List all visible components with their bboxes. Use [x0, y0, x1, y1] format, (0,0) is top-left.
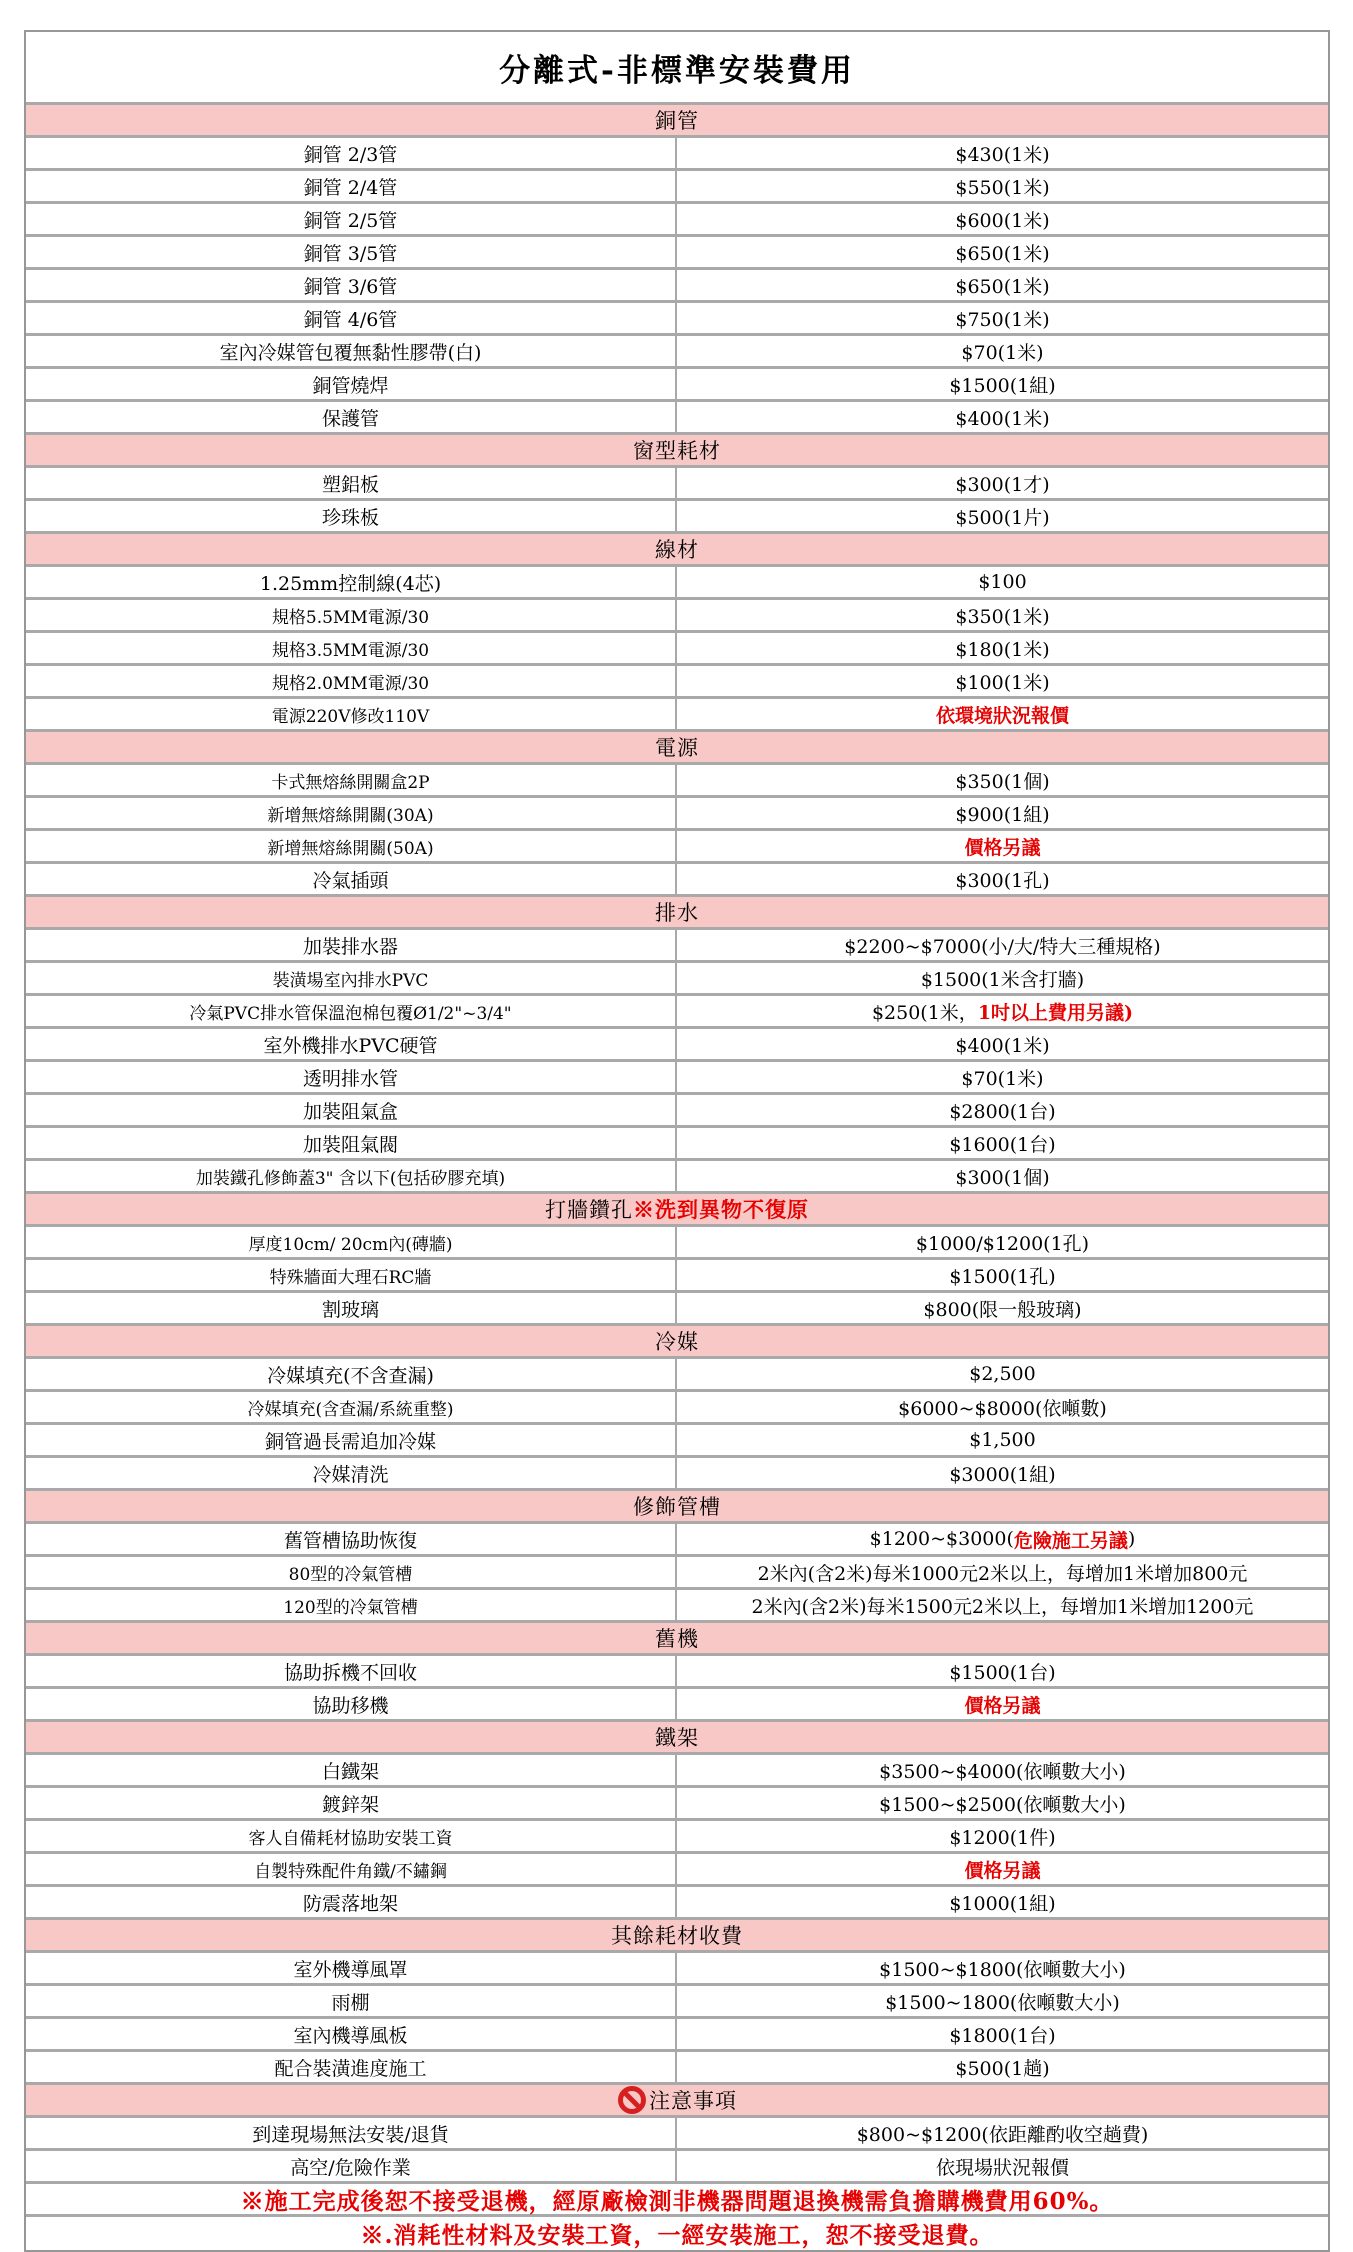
- price-cell: [677, 402, 1328, 432]
- table-row: [26, 930, 1328, 963]
- section-header: [26, 897, 1328, 930]
- text: 特殊牆面大理石RC牆: [269, 1267, 432, 1288]
- table-row: [26, 1986, 1328, 2019]
- text: 依現場狀況報價: [935, 2156, 1069, 2179]
- item-cell: [26, 1788, 677, 1818]
- text: 新增無熔絲開關(30A): [267, 805, 434, 826]
- text: 室外機導風罩: [293, 1958, 408, 1981]
- text: 銅管燒焊: [312, 374, 389, 397]
- text: 其餘耗材收費: [611, 1924, 743, 1948]
- section-header: [26, 1326, 1328, 1359]
- text: 加裝阻氣盒: [302, 1100, 398, 1123]
- text: $1200(1件): [949, 1826, 1056, 1849]
- table-row: [26, 963, 1328, 996]
- text: $70(1米): [961, 341, 1044, 364]
- table-row: [26, 1161, 1328, 1194]
- item-cell: [26, 1392, 677, 1422]
- text: $900(1組): [955, 803, 1050, 826]
- table-row: [26, 171, 1328, 204]
- table-row: [26, 336, 1328, 369]
- text: 透明排水管: [302, 1067, 398, 1090]
- text: $500(1趟): [955, 2057, 1050, 2080]
- item-cell: [26, 402, 677, 432]
- text: 厚度10cm/ 20cm內(磚牆): [248, 1234, 453, 1255]
- item-cell: [26, 1689, 677, 1719]
- text: $70(1米): [961, 1067, 1044, 1090]
- item-cell: [26, 2118, 677, 2148]
- table-row: [26, 468, 1328, 501]
- price-cell: [677, 600, 1328, 630]
- text: $600(1米): [955, 209, 1050, 232]
- text: 銅管 4/6管: [303, 308, 398, 331]
- price-cell: [677, 798, 1328, 828]
- text: 雨棚: [331, 1991, 370, 2014]
- table-row: [26, 1392, 1328, 1425]
- table-row: [26, 699, 1328, 732]
- text: 線材: [655, 538, 699, 562]
- price-cell: [677, 1986, 1328, 2016]
- price-cell: [677, 468, 1328, 498]
- table-row: [26, 402, 1328, 435]
- text: 割玻璃: [321, 1298, 379, 1321]
- section-header: [26, 105, 1328, 138]
- price-cell: [677, 237, 1328, 267]
- text: 銅管: [655, 109, 699, 133]
- text: 鐵架: [655, 1726, 699, 1750]
- item-cell: [26, 1557, 677, 1587]
- table-row: [26, 1854, 1328, 1887]
- text: $1500(1米含打牆): [920, 968, 1085, 991]
- section-header: [26, 1722, 1328, 1755]
- text: $400(1米): [955, 1034, 1050, 1057]
- price-cell: [677, 1557, 1328, 1587]
- page-title: 分離式-非標準安裝費用: [26, 32, 1328, 105]
- item-cell: [26, 1590, 677, 1620]
- text: 協助拆機不回收: [283, 1661, 417, 1684]
- text: 舊機: [655, 1627, 699, 1651]
- text: 規格2.0MM電源/30: [271, 673, 430, 694]
- text: 冷媒填充(含查漏/系統重整): [247, 1399, 454, 1420]
- table-row: [26, 1458, 1328, 1491]
- red-text: 危險施工另議: [1013, 1529, 1128, 1552]
- price-cell: [677, 1656, 1328, 1686]
- text: 電源220V修改110V: [271, 706, 430, 727]
- item-cell: [26, 765, 677, 795]
- table-row: [26, 2052, 1328, 2085]
- text: 銅管 2/5管: [303, 209, 398, 232]
- table-row: [26, 567, 1328, 600]
- red-text: 依環境狀況報價: [935, 704, 1069, 727]
- price-cell: [677, 1689, 1328, 1719]
- table-row: [26, 1293, 1328, 1326]
- section-header: [26, 1920, 1328, 1953]
- price-cell: [677, 336, 1328, 366]
- text: $800~$1200(依距離酌收空趟費): [856, 2123, 1149, 2146]
- text: $300(1個): [955, 1166, 1050, 1189]
- item-cell: [26, 171, 677, 201]
- text: $300(1才): [955, 473, 1050, 496]
- text: 室內冷媒管包覆無黏性膠帶(白): [219, 341, 482, 364]
- text: 1.25mm控制線(4芯): [259, 572, 442, 595]
- text: $300(1孔): [955, 869, 1050, 892]
- text: $350(1個): [955, 770, 1050, 793]
- item-cell: [26, 2151, 677, 2181]
- item-cell: [26, 1755, 677, 1785]
- red-text: ※.消耗性材料及安裝工資，一經安裝施工，恕不接受退費。: [360, 2222, 994, 2249]
- text: $1800(1台): [949, 2024, 1056, 2047]
- price-cell: [677, 1359, 1328, 1389]
- price-cell: [677, 1887, 1328, 1917]
- table-row: [26, 1887, 1328, 1920]
- table-row: [26, 1425, 1328, 1458]
- table-row: [26, 1260, 1328, 1293]
- section-header: [26, 435, 1328, 468]
- text: 銅管 3/6管: [303, 275, 398, 298]
- text: 窗型耗材: [633, 439, 721, 463]
- item-cell: [26, 336, 677, 366]
- price-cell: [677, 930, 1328, 960]
- text: 排水: [655, 901, 699, 925]
- item-cell: [26, 1458, 677, 1488]
- text: $3000(1組): [949, 1463, 1056, 1486]
- item-cell: [26, 633, 677, 663]
- table-row: [26, 1227, 1328, 1260]
- text: $1000/$1200(1孔): [915, 1232, 1090, 1255]
- item-cell: [26, 831, 677, 861]
- text: $2800(1台): [949, 1100, 1056, 1123]
- table-row: [26, 1821, 1328, 1854]
- text: 銅管過長需追加冷媒: [264, 1430, 436, 1453]
- item-cell: [26, 1656, 677, 1686]
- price-cell: [677, 171, 1328, 201]
- price-cell: [677, 1293, 1328, 1323]
- table-row: [26, 864, 1328, 897]
- price-cell: [677, 1260, 1328, 1290]
- text: $1200~$3000(: [869, 1528, 1014, 1550]
- item-cell: [26, 1953, 677, 1983]
- price-cell: [677, 369, 1328, 399]
- text: 配合裝潢進度施工: [274, 2057, 427, 2080]
- text: 珍珠板: [321, 506, 379, 529]
- table-row: [26, 798, 1328, 831]
- table-row: [26, 765, 1328, 798]
- price-cell: [677, 2019, 1328, 2049]
- table-row: [26, 303, 1328, 336]
- text: 2米內(含2米)每米1000元2米以上，每增加1米增加800元: [757, 1562, 1248, 1585]
- item-cell: [26, 2019, 677, 2049]
- item-cell: [26, 1062, 677, 1092]
- text: ): [1127, 1528, 1136, 1550]
- text: $100: [978, 571, 1027, 593]
- text: $500(1片): [955, 506, 1050, 529]
- price-cell: [677, 831, 1328, 861]
- table-row: [26, 1557, 1328, 1590]
- price-cell: [677, 1029, 1328, 1059]
- table-row: [26, 1689, 1328, 1722]
- text: 銅管 3/5管: [303, 242, 398, 265]
- red-text: 價格另議: [964, 1694, 1041, 1717]
- text: $2200~$7000(小/大/特大三種規格): [844, 935, 1161, 958]
- text: 冷媒: [655, 1330, 699, 1354]
- price-cell: [677, 864, 1328, 894]
- section-header: [26, 732, 1328, 765]
- text: $180(1米): [955, 638, 1050, 661]
- item-cell: [26, 963, 677, 993]
- text: 冷媒清洗: [312, 1463, 389, 1486]
- item-cell: [26, 699, 677, 729]
- item-cell: [26, 1260, 677, 1290]
- table-row: [26, 501, 1328, 534]
- text: 鍍鋅架: [321, 1793, 379, 1816]
- item-cell: [26, 1854, 677, 1884]
- section-header: [26, 1491, 1328, 1524]
- footnote-row: [26, 2184, 1328, 2217]
- text: $1000(1組): [949, 1892, 1056, 1915]
- table-row: [26, 1359, 1328, 1392]
- table-row: [26, 2019, 1328, 2052]
- text: $1500~$1800(依噸數大小): [879, 1958, 1126, 1981]
- price-cell: [677, 1062, 1328, 1092]
- item-cell: [26, 1095, 677, 1125]
- price-cell: [677, 1854, 1328, 1884]
- table-row: [26, 237, 1328, 270]
- section-header: [26, 1194, 1328, 1227]
- price-cell: [677, 2118, 1328, 2148]
- table-row: [26, 831, 1328, 864]
- text: $6000~$8000(依噸數): [898, 1397, 1107, 1420]
- price-cell: [677, 2151, 1328, 2181]
- text: 銅管 2/4管: [303, 176, 398, 199]
- footnote-row: [26, 2217, 1328, 2250]
- item-cell: [26, 798, 677, 828]
- text: $800(限一般玻璃): [923, 1298, 1082, 1321]
- price-cell: [677, 996, 1328, 1026]
- table-row: [26, 138, 1328, 171]
- item-cell: [26, 369, 677, 399]
- text: 打牆鑽孔: [545, 1198, 633, 1222]
- text: 卡式無熔絲開關盒2P: [271, 772, 430, 793]
- item-cell: [26, 1524, 677, 1554]
- item-cell: [26, 1359, 677, 1389]
- item-cell: [26, 468, 677, 498]
- text: 銅管 2/3管: [303, 143, 398, 166]
- text: $1600(1台): [949, 1133, 1056, 1156]
- table-row: [26, 369, 1328, 402]
- red-text: 1吋以上費用另議): [977, 1001, 1134, 1024]
- price-cell: [677, 1095, 1328, 1125]
- text: 防震落地架: [302, 1892, 398, 1915]
- table-row: [26, 1590, 1328, 1623]
- text: $1500~1800(依噸數大小): [885, 1991, 1120, 2014]
- text: $1500(1組): [949, 374, 1056, 397]
- red-text: 價格另議: [964, 1859, 1041, 1882]
- price-cell: [677, 1590, 1328, 1620]
- item-cell: [26, 1161, 677, 1191]
- table-row: [26, 1128, 1328, 1161]
- text: $650(1米): [955, 275, 1050, 298]
- text: 舊管槽協助恢復: [283, 1529, 417, 1552]
- text: 自製特殊配件角鐵/不鏽鋼: [254, 1861, 447, 1882]
- price-cell: [677, 666, 1328, 696]
- section-header: [26, 1623, 1328, 1656]
- text: $350(1米): [955, 605, 1050, 628]
- price-cell: [677, 1161, 1328, 1191]
- item-cell: [26, 237, 677, 267]
- text: 冷氣PVC排水管保溫泡棉包覆Ø1/2"~3/4": [189, 1003, 512, 1024]
- table-row: [26, 1524, 1328, 1557]
- text: 120型的冷氣管槽: [283, 1597, 418, 1618]
- item-cell: [26, 864, 677, 894]
- text: 塑鋁板: [321, 473, 379, 496]
- text: 2米內(含2米)每米1500元2米以上，每增加1米增加1200元: [751, 1595, 1254, 1618]
- text: 室外機排水PVC硬管: [263, 1034, 438, 1057]
- table-row: [26, 633, 1328, 666]
- table-row: [26, 600, 1328, 633]
- text: 新增無熔絲開關(50A): [267, 838, 434, 859]
- text: $1500~$2500(依噸數大小): [879, 1793, 1126, 1816]
- item-cell: [26, 2052, 677, 2082]
- text: 修飾管槽: [633, 1495, 721, 1519]
- red-text: ※洗到異物不復原: [633, 1197, 809, 1222]
- text: $1500(1台): [949, 1661, 1056, 1684]
- section-header: [26, 534, 1328, 567]
- section-header: [26, 2085, 1328, 2118]
- red-text: ※施工完成後恕不接受退機，經原廠檢測非機器問題退換機需負擔購機費用60%。: [240, 2187, 1114, 2215]
- item-cell: [26, 501, 677, 531]
- price-cell: [677, 1128, 1328, 1158]
- table-row: [26, 666, 1328, 699]
- table-row: [26, 204, 1328, 237]
- item-cell: [26, 138, 677, 168]
- price-table: [24, 30, 1330, 2252]
- price-cell: [677, 501, 1328, 531]
- no-entry-icon: [617, 2085, 647, 2115]
- price-cell: [677, 1953, 1328, 1983]
- price-cell: [677, 1392, 1328, 1422]
- item-cell: [26, 1425, 677, 1455]
- price-cell: [677, 633, 1328, 663]
- price-cell: [677, 1458, 1328, 1488]
- text: 白鐵架: [321, 1760, 379, 1783]
- text: 電源: [655, 736, 699, 760]
- table-row: [26, 1029, 1328, 1062]
- table-row: [26, 1755, 1328, 1788]
- price-cell: [677, 1425, 1328, 1455]
- item-cell: [26, 1821, 677, 1851]
- text: 客人自備耗材協助安裝工資: [248, 1828, 453, 1849]
- item-cell: [26, 666, 677, 696]
- text: $550(1米): [955, 176, 1050, 199]
- price-cell: [677, 699, 1328, 729]
- text: $430(1米): [955, 143, 1050, 166]
- table-row: [26, 1062, 1328, 1095]
- text: 冷氣插頭: [312, 869, 389, 892]
- price-cell: [677, 1227, 1328, 1257]
- price-cell: [677, 1788, 1328, 1818]
- item-cell: [26, 567, 677, 597]
- text: 加裝排水器: [302, 935, 398, 958]
- table-row: [26, 270, 1328, 303]
- item-cell: [26, 600, 677, 630]
- text: 注意事項: [649, 2089, 737, 2113]
- text: 到達現場無法安裝/退貨: [252, 2123, 449, 2146]
- item-cell: [26, 1887, 677, 1917]
- text: 室內機導風板: [293, 2024, 408, 2047]
- price-cell: [677, 1524, 1328, 1554]
- table-row: [26, 1656, 1328, 1689]
- table-row: [26, 1095, 1328, 1128]
- table-row: [26, 2151, 1328, 2184]
- text: $750(1米): [955, 308, 1050, 331]
- text: $400(1米): [955, 407, 1050, 430]
- red-text: 價格另議: [964, 836, 1041, 859]
- text: $1500(1孔): [949, 1265, 1056, 1288]
- text: 高空/危險作業: [290, 2156, 411, 2179]
- text: $250(1米，: [871, 1001, 978, 1024]
- text: 保護管: [321, 407, 379, 430]
- table-row: [26, 1788, 1328, 1821]
- table-row: [26, 996, 1328, 1029]
- text: 規格3.5MM電源/30: [271, 640, 430, 661]
- item-cell: [26, 930, 677, 960]
- text: $100(1米): [955, 671, 1050, 694]
- item-cell: [26, 204, 677, 234]
- text: 加裝阻氣閥: [302, 1133, 398, 1156]
- price-cell: [677, 2052, 1328, 2082]
- text: $1,500: [969, 1429, 1036, 1451]
- item-cell: [26, 1029, 677, 1059]
- text: $2,500: [969, 1363, 1036, 1385]
- item-cell: [26, 1986, 677, 2016]
- table-row: [26, 2118, 1328, 2151]
- text: 加裝鐵孔修飾蓋3" 含以下(包括矽膠充填): [195, 1168, 506, 1189]
- text: 裝潢場室內排水PVC: [272, 970, 429, 991]
- text: 規格5.5MM電源/30: [271, 607, 430, 628]
- text: $3500~$4000(依噸數大小): [879, 1760, 1126, 1783]
- text: 冷媒填充(不含查漏): [267, 1364, 434, 1387]
- price-cell: [677, 303, 1328, 333]
- item-cell: [26, 270, 677, 300]
- price-cell: [677, 1755, 1328, 1785]
- text: 協助移機: [312, 1694, 389, 1717]
- item-cell: [26, 1227, 677, 1257]
- price-cell: [677, 765, 1328, 795]
- price-cell: [677, 567, 1328, 597]
- table-row: [26, 1953, 1328, 1986]
- item-cell: [26, 1128, 677, 1158]
- price-cell: [677, 138, 1328, 168]
- text: $650(1米): [955, 242, 1050, 265]
- price-cell: [677, 270, 1328, 300]
- price-cell: [677, 1821, 1328, 1851]
- item-cell: [26, 996, 677, 1026]
- item-cell: [26, 303, 677, 333]
- price-cell: [677, 963, 1328, 993]
- text: 80型的冷氣管槽: [288, 1564, 413, 1585]
- price-cell: [677, 204, 1328, 234]
- item-cell: [26, 1293, 677, 1323]
